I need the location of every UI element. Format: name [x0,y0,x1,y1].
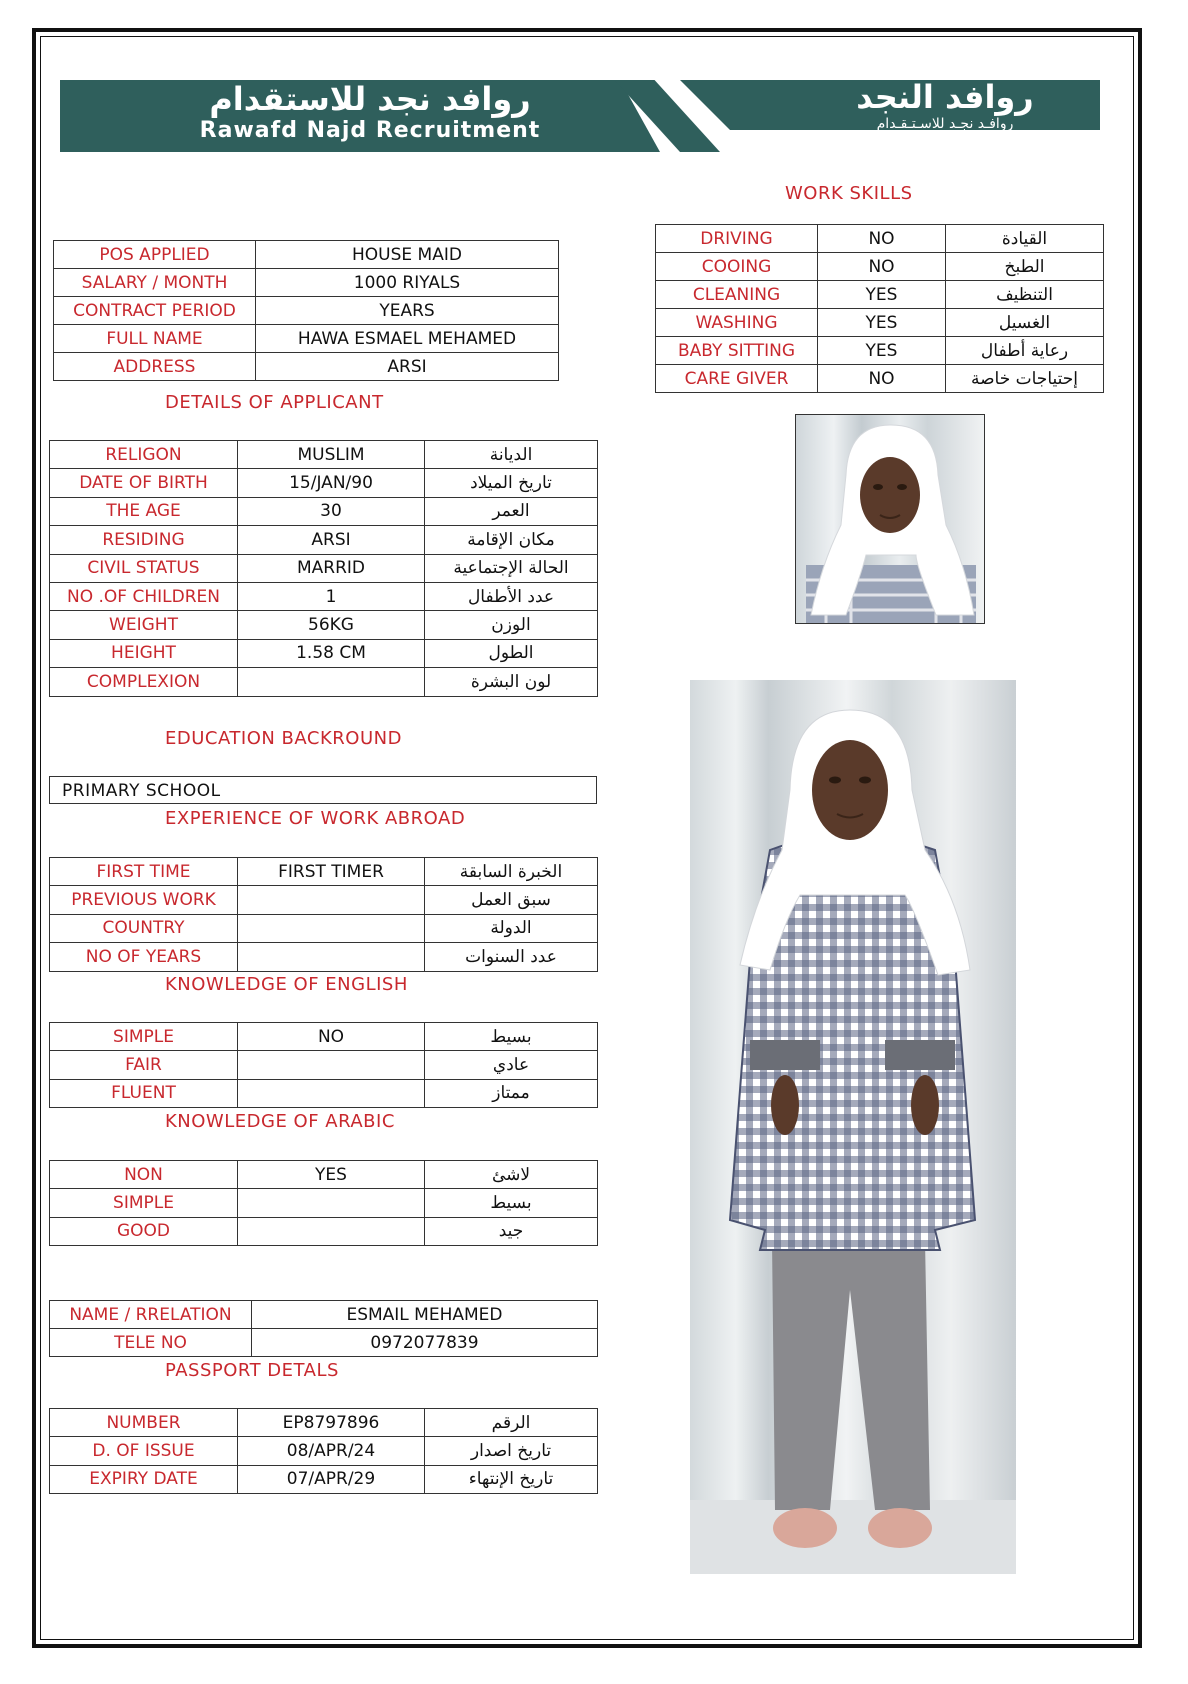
english-ar-cell: عادي [425,1051,598,1079]
education-title: EDUCATION BACKROUND [165,728,402,749]
details-ar-cell: عدد الأطفال [425,582,598,610]
arabic-table [49,1160,598,1246]
experience-label-cell: NO OF YEARS [50,943,238,971]
experience-ar-cell: سبق العمل [425,886,598,914]
details-row [50,441,598,469]
experience-value-cell: FIRST TIMER [238,858,425,886]
details-ar-cell: الطول [425,639,598,667]
details-label-cell: RESIDING [50,526,238,554]
details-row [50,668,598,696]
work_skills-value-cell: YES [818,281,946,309]
english-row [50,1079,598,1107]
details-label-cell: THE AGE [50,497,238,525]
experience-row [50,886,598,914]
work_skills-ar-cell: الطبخ [946,253,1104,281]
experience-row [50,914,598,942]
education-value-box [49,776,597,804]
arabic-label-cell: SIMPLE [50,1189,238,1217]
experience-row [50,943,598,971]
passport-ar-cell: تاريخ اصدار [425,1437,598,1465]
passport-row [50,1409,598,1437]
work_skills-row [656,309,1104,337]
details-value-cell: MARRID [238,554,425,582]
position-value-cell: YEARS [256,297,559,325]
work_skills-ar-cell: رعاية أطفال [946,337,1104,365]
details-label-cell: RELIGON [50,441,238,469]
details-ar-cell: تاريخ الميلاد [425,469,598,497]
relation-row [50,1301,598,1329]
details-value-cell: MUSLIM [238,441,425,469]
english-ar-cell: بسيط [425,1023,598,1051]
position-label-cell: FULL NAME [54,325,256,353]
details-row [50,469,598,497]
details-table [49,440,598,697]
details-ar-cell: العمر [425,497,598,525]
work_skills-label-cell: BABY SITTING [656,337,818,365]
work_skills-row [656,337,1104,365]
work_skills-row [656,253,1104,281]
english-row [50,1051,598,1079]
work_skills-label-cell: COOING [656,253,818,281]
arabic-row [50,1189,598,1217]
relation-value-cell: ESMAIL MEHAMED [252,1301,598,1329]
relation-value-cell: 0972077839 [252,1329,598,1357]
details-value-cell: 1 [238,582,425,610]
passport-ar-cell: الرقم [425,1409,598,1437]
details-value-cell: 1.58 CM [238,639,425,667]
position-value-cell: HOUSE MAID [256,241,559,269]
details-row [50,582,598,610]
passport-label-cell: EXPIRY DATE [50,1465,238,1493]
passport-label-cell: NUMBER [50,1409,238,1437]
position-value-cell: 1000 RIYALS [256,269,559,297]
work_skills-ar-cell: القيادة [946,225,1104,253]
details-title: DETAILS OF APPLICANT [165,392,384,413]
english-ar-cell: ممتاز [425,1079,598,1107]
english-value-cell [238,1079,425,1107]
details-label-cell: CIVIL STATUS [50,554,238,582]
details-value-cell [238,668,425,696]
english-label-cell: SIMPLE [50,1023,238,1051]
work-skills-title: WORK SKILLS [785,183,913,204]
english-table [49,1022,598,1108]
details-label-cell: COMPLEXION [50,668,238,696]
experience-value-cell [238,886,425,914]
experience-value-cell [238,943,425,971]
work_skills-value-cell: YES [818,337,946,365]
details-value-cell: ARSI [238,526,425,554]
position-row [54,269,559,297]
experience-title: EXPERIENCE OF WORK ABROAD [165,808,466,829]
experience-ar-cell: الدولة [425,914,598,942]
work_skills-label-cell: DRIVING [656,225,818,253]
details-label-cell: WEIGHT [50,611,238,639]
english-row [50,1023,598,1051]
logo-ar-small: روافـد نجـد للاسـتـقـدام [876,116,1014,132]
experience-table [49,857,598,972]
position-value-cell: HAWA ESMAEL MEHAMED [256,325,559,353]
portrait-photo [795,414,985,624]
details-ar-cell: الديانة [425,441,598,469]
work_skills-value-cell: NO [818,365,946,393]
passport-table [49,1408,598,1494]
arabic-label-cell: GOOD [50,1217,238,1245]
work_skills-label-cell: CARE GIVER [656,365,818,393]
details-ar-cell: مكان الإقامة [425,526,598,554]
relation-label-cell: TELE NO [50,1329,252,1357]
relation-row [50,1329,598,1357]
logo-ar-big: روافد النجد [856,78,1034,116]
details-label-cell: HEIGHT [50,639,238,667]
work_skills-ar-cell: التنظيف [946,281,1104,309]
education-value: PRIMARY SCHOOL [62,781,221,801]
details-value-cell: 15/JAN/90 [238,469,425,497]
work_skills-row [656,225,1104,253]
position-value-cell: ARSI [256,353,559,381]
details-ar-cell: الحالة الإجتماعية [425,554,598,582]
arabic-ar-cell: لاشئ [425,1161,598,1189]
work_skills-value-cell: NO [818,225,946,253]
details-row [50,526,598,554]
relation-label-cell: NAME / RRELATION [50,1301,252,1329]
work-skills-table [655,224,1104,393]
position-label-cell: POS APPLIED [54,241,256,269]
details-value-cell: 30 [238,497,425,525]
english-title: KNOWLEDGE OF ENGLISH [165,974,408,995]
details-label-cell: DATE OF BIRTH [50,469,238,497]
passport-ar-cell: تاريخ الإنتهاء [425,1465,598,1493]
passport-row [50,1437,598,1465]
details-ar-cell: لون البشرة [425,668,598,696]
experience-ar-cell: عدد السنوات [425,943,598,971]
arabic-row [50,1217,598,1245]
position-row [54,241,559,269]
details-value-cell: 56KG [238,611,425,639]
details-row [50,497,598,525]
experience-label-cell: COUNTRY [50,914,238,942]
position-row [54,297,559,325]
english-label-cell: FLUENT [50,1079,238,1107]
position-row [54,353,559,381]
work_skills-value-cell: NO [818,253,946,281]
work_skills-label-cell: WASHING [656,309,818,337]
work_skills-ar-cell: الغسيل [946,309,1104,337]
work_skills-value-cell: YES [818,309,946,337]
passport-value-cell: 08/APR/24 [238,1437,425,1465]
arabic-value-cell [238,1189,425,1217]
position-label-cell: ADDRESS [54,353,256,381]
english-value-cell: NO [238,1023,425,1051]
details-row [50,611,598,639]
relation-table [49,1300,598,1357]
company-name-en: Rawafd Najd Recruitment [199,118,541,143]
details-row [50,554,598,582]
arabic-ar-cell: جيد [425,1217,598,1245]
experience-label-cell: FIRST TIME [50,858,238,886]
details-row [50,639,598,667]
position-label-cell: SALARY / MONTH [54,269,256,297]
english-label-cell: FAIR [50,1051,238,1079]
english-value-cell [238,1051,425,1079]
details-label-cell: NO .OF CHILDREN [50,582,238,610]
passport-value-cell: EP8797896 [238,1409,425,1437]
experience-ar-cell: الخبرة السابقة [425,858,598,886]
work_skills-row [656,281,1104,309]
passport-value-cell: 07/APR/29 [238,1465,425,1493]
arabic-label-cell: NON [50,1161,238,1189]
company-name-ar: روافد نجد للاستقدام [209,80,531,118]
arabic-value-cell [238,1217,425,1245]
work_skills-label-cell: CLEANING [656,281,818,309]
work_skills-row [656,365,1104,393]
arabic-row [50,1161,598,1189]
experience-value-cell [238,914,425,942]
position-row [54,325,559,353]
passport-row [50,1465,598,1493]
work_skills-ar-cell: إحتياجات خاصة [946,365,1104,393]
full-body-photo [690,680,1016,1574]
arabic-value-cell: YES [238,1161,425,1189]
experience-label-cell: PREVIOUS WORK [50,886,238,914]
arabic-ar-cell: بسيط [425,1189,598,1217]
details-ar-cell: الوزن [425,611,598,639]
arabic-title: KNOWLEDGE OF ARABIC [165,1111,395,1132]
passport-label-cell: D. OF ISSUE [50,1437,238,1465]
passport-title: PASSPORT DETALS [165,1360,339,1381]
position-table [53,240,559,381]
position-label-cell: CONTRACT PERIOD [54,297,256,325]
experience-row [50,858,598,886]
